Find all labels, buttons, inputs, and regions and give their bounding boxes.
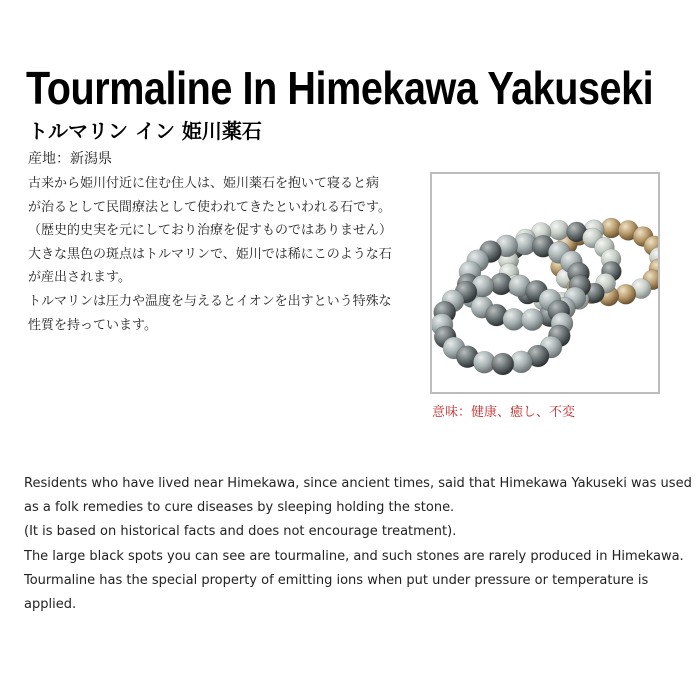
jp-description-line: が産出されます。 [28,270,131,286]
jp-description-line: が治るとして民間療法として使われてきたといわれる石です。 [28,199,391,215]
bead [549,220,569,240]
bead [492,353,514,375]
jp-description-line: （歴史的史実を元にしており治療を促すものではありません） [28,223,393,239]
bead [521,309,543,331]
bracelet-photo [430,172,660,394]
bracelet-image [432,174,658,392]
meaning-caption: 意味：健康、癒し、不変 [432,405,576,420]
title-japanese: トルマリン イン 姫川薬石 [28,119,262,143]
en-description-line: applied. [24,597,77,613]
en-description-line: The large black spots you can see are tourmaline, and such stones are rarely produced in Himekawa. [24,548,684,564]
japanese-description [28,172,418,337]
bead [616,284,636,304]
english-description [24,472,692,617]
jp-description-line: 性質を持っています。 [28,317,157,333]
jp-description-line: 大きな黒色の斑点はトルマリンで、姫川では稀にこのような石 [28,246,392,262]
en-description-line: Residents who have lived near Himekawa, since ancient times, said that Himekawa Yakuseki was used [24,476,692,491]
jp-description-line: 古来から姫川付近に住む住人は、姫川薬石を抱いて寝ると病 [28,176,380,191]
origin-text: 産地：新潟県 [28,151,112,167]
en-description-line: as a folk remedies to cure diseases by sleeping holding the stone. [24,500,455,516]
title-english: Tourmaline In Himekawa Yakuseki [26,62,654,114]
en-description-line: Tourmaline has the special property of emitting ions when put under pressure or temperature is [24,572,649,588]
jp-description-line: トルマリンは圧力や温度を与えるとイオンを出すという特殊な [28,293,392,309]
en-description-line: (It is based on historical facts and does not encourage treatment). [24,524,457,540]
